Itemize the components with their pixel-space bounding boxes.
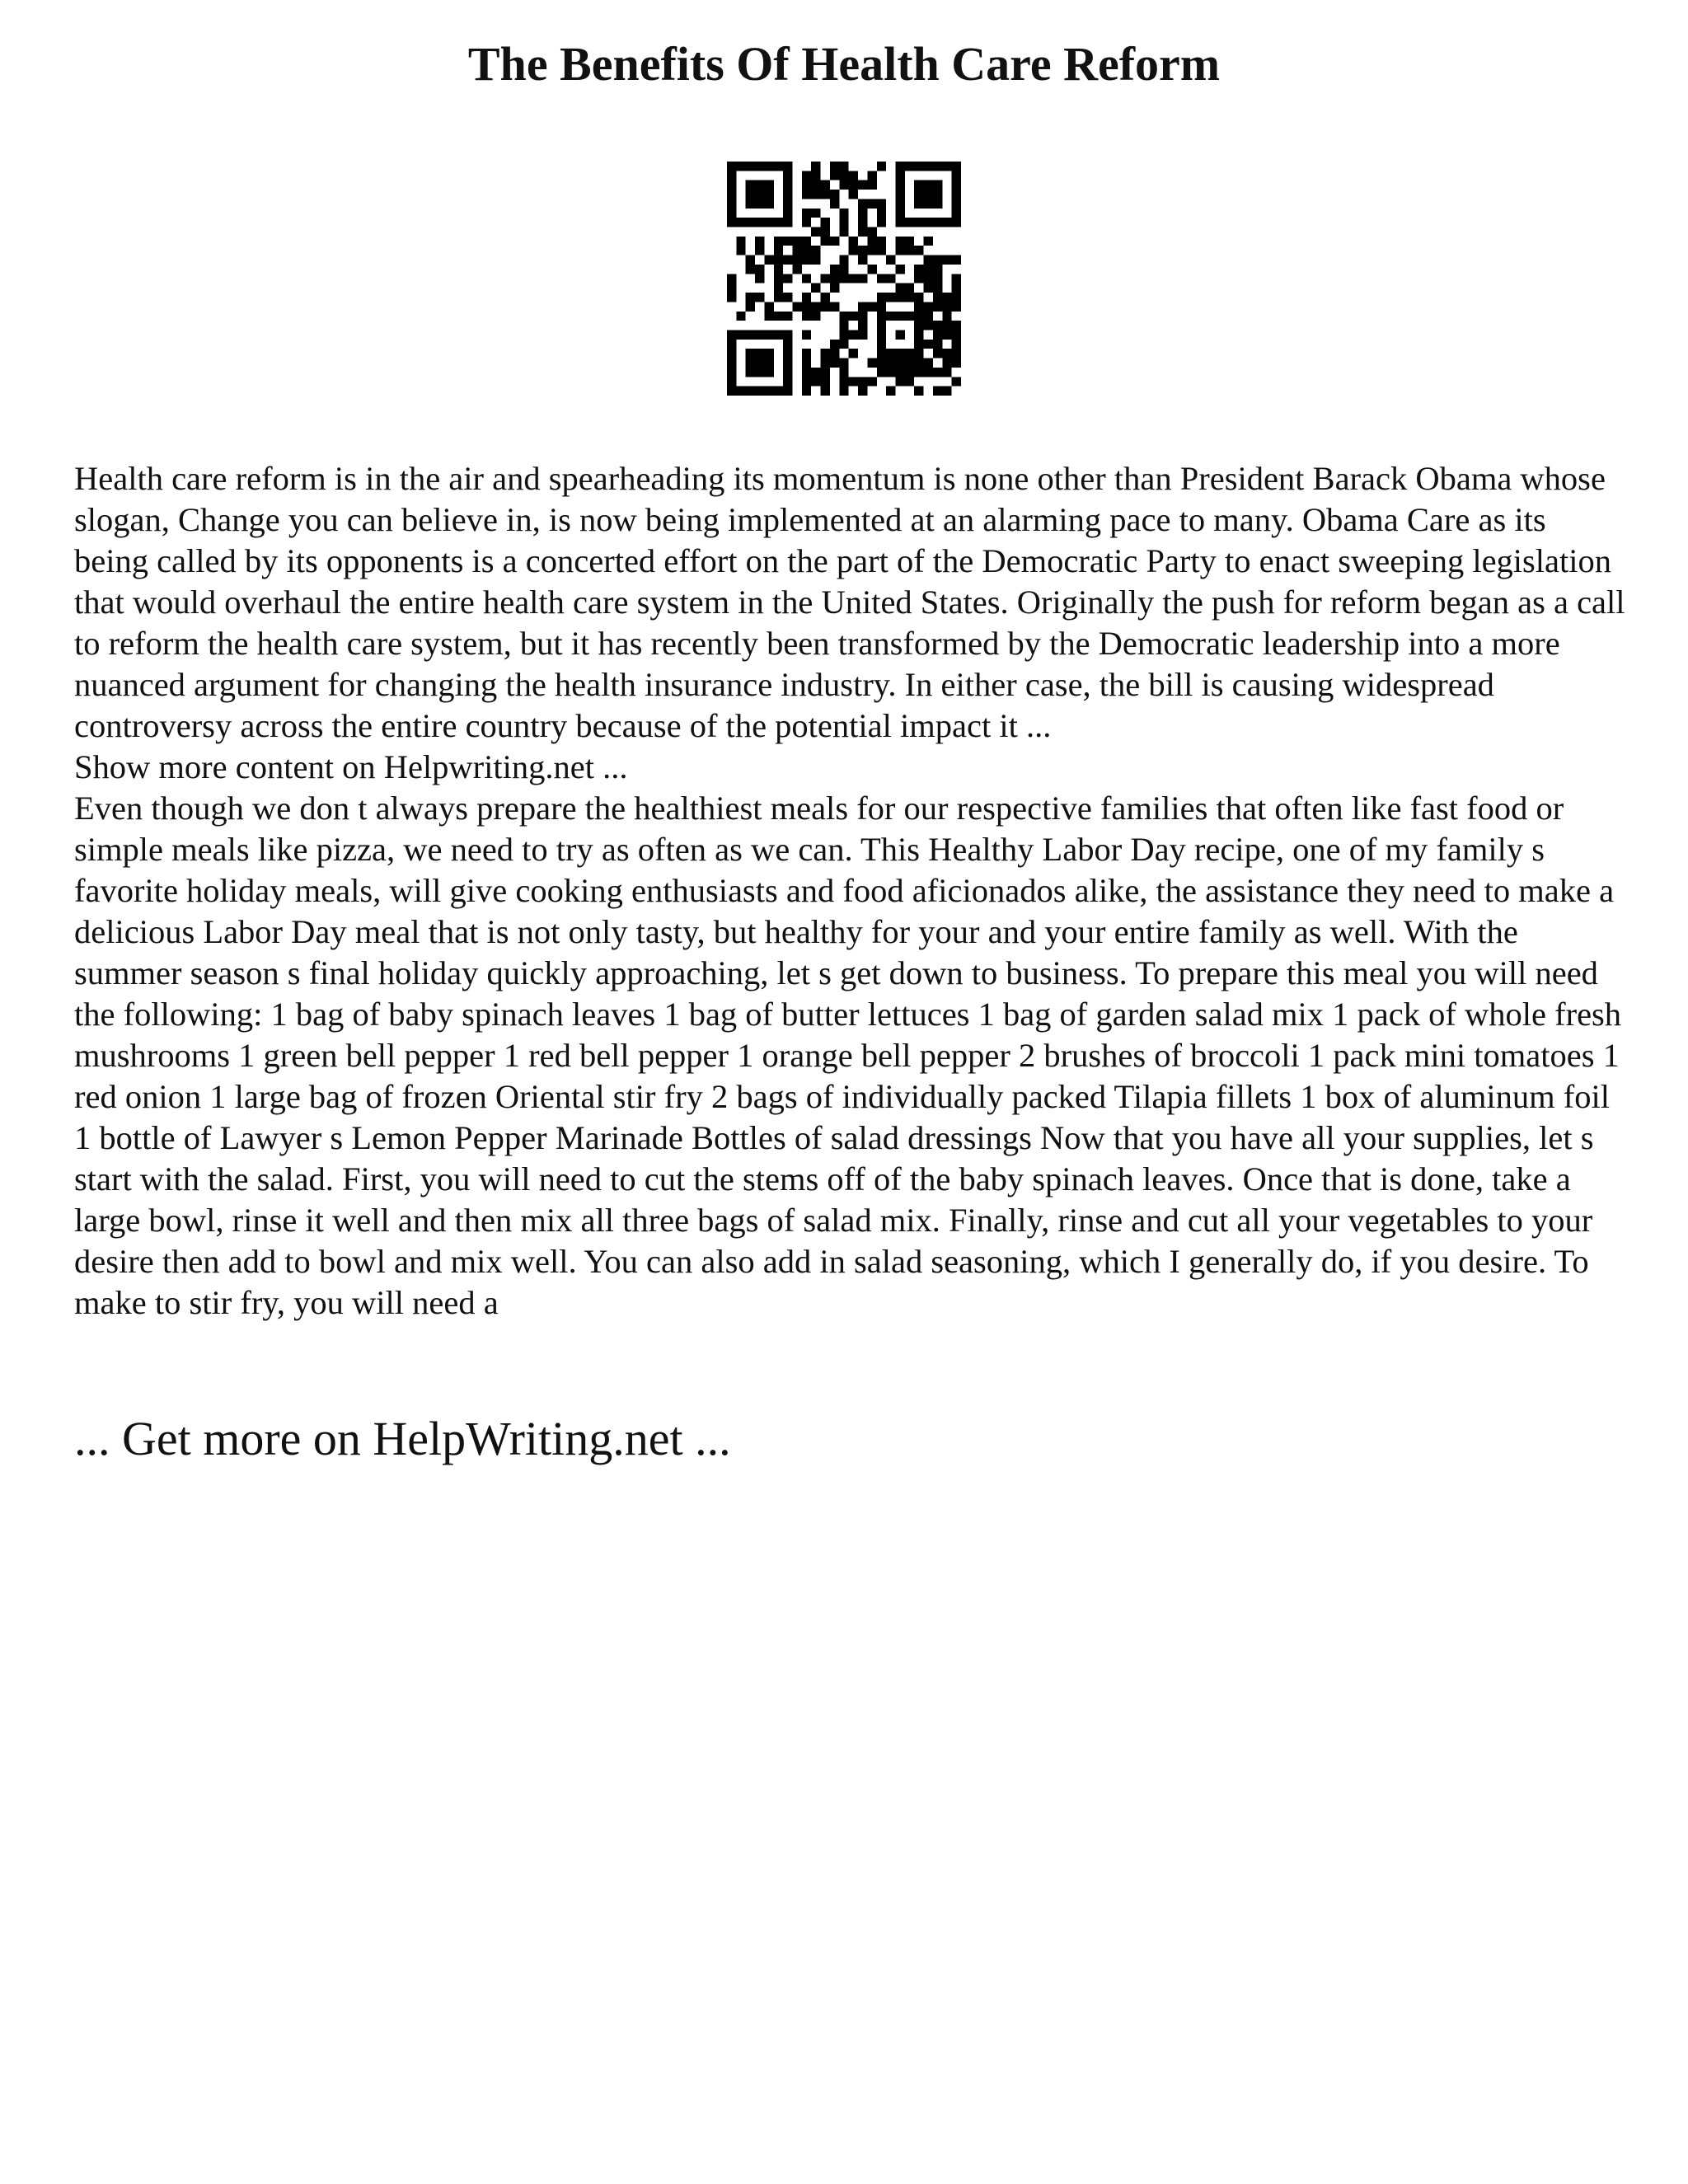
paragraph-health-care: Health care reform is in the air and spearheading its momentum is none other than President Barack Obama whose slogan, Change you can believe in, is now being implemented at an alarming pace to many. Obama Care as its being called by its opponents is a concerted effort on the part of the Democratic Party to enact sweeping legislation that would overhaul the entire health care system in the United States. Originally the push for reform began as a call to reform the health care system, but it has recently been transformed by the Democratic leadership into a more nuanced argument for changing the health insurance industry. In either case, the bill is causing widespread controversy across the entire country because of the potential impact it ... — [74, 460, 1625, 744]
qr-code-icon — [727, 162, 961, 396]
show-more-link[interactable]: Show more content on Helpwriting.net ... — [74, 748, 628, 785]
get-more-link[interactable]: ... Get more on HelpWriting.net ... — [74, 1412, 731, 1465]
article-body — [74, 458, 1625, 1324]
page-title: The Benefits Of Health Care Reform — [467, 37, 1221, 91]
paragraph-labor-day-recipe: Even though we don t always prepare the healthiest meals for our respective families that often like fast food or simple meals like pizza, we need to try as often as we can. This Healthy Labor Day recipe, one of my family s favorite holiday meals, will give cooking enthusiasts and food aficionados alike, the assistance they need to make a delicious Labor Day meal that is not only tasty, but healthy for your and your entire family as well. With the summer season s final holiday quickly approaching, let s get down to business. To prepare this meal you will need the following: 1 bag of baby spinach leaves 1 bag of butter lettuces 1 bag of garden salad mix 1 pack of whole fresh mushrooms 1 green bell pepper 1 red bell pepper 1 orange bell pepper 2 brushes of broccoli 1 pack mini tomatoes 1 red onion 1 large bag of frozen Oriental stir fry 2 bags of individually packed Tilapia fillets 1 box of aluminum foil 1 bottle of Lawyer s Lemon Pepper Marinade Bottles of salad dressings Now that you have all your supplies, let s start with the salad. First, you will need to cut the stems off of the baby spinach leaves. Once that is done, take a large bowl, rinse it well and then mix all three bags of salad mix. Finally, rinse and cut all your vegetables to your desire then add to bowl and mix well. You can also add in salad seasoning, which I generally do, if you desire. To make to stir fry, you will need a — [74, 790, 1622, 1321]
